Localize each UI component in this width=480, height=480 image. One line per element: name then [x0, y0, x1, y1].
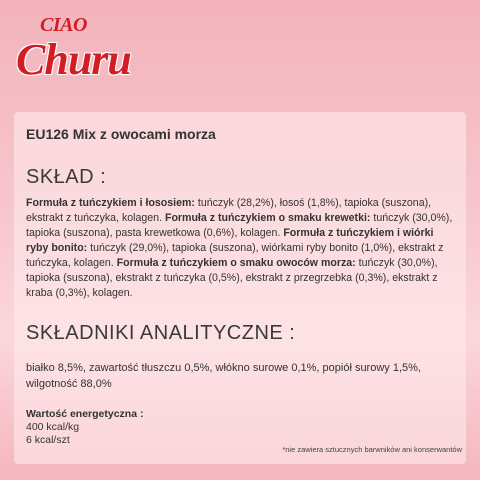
- energy-per-kg: 400 kcal/kg: [26, 421, 80, 433]
- analytical-heading: SKŁADNIKI ANALITYCZNE :: [26, 322, 296, 344]
- product-title: EU126 Mix z owocami morza: [26, 126, 216, 142]
- ciao-logo-text: CIAO: [40, 14, 87, 36]
- formula-2-text: tuńczyk (30,0%), tapioka (suszona), pasta krewetkowa (0,6%), kolagen.: [26, 212, 453, 239]
- energy-label: Wartość energetyczna :: [26, 408, 144, 420]
- analytical-text: białko 8,5%, zawartość tłuszczu 0,5%, włókno surowe 0,1%, popiół surowy 1,5%, wilgotność 88,0%: [26, 362, 421, 390]
- formula-3-text: tuńczyk (29,0%), tapioka (suszona), wiórkami ryby bonito (1,0%), ekstrakt z tuńczyka, kolagen.: [26, 242, 444, 269]
- brand-logo: [12, 14, 132, 90]
- formula-1-label: Formuła z tuńczykiem i łososiem:: [26, 197, 195, 209]
- formula-4-label: Formuła z tuńczykiem o smaku owoców morza:: [116, 257, 356, 269]
- formula-3-label: Formuła z tuńczykiem i wiórki ryby bonito:: [26, 227, 434, 254]
- composition-heading: SKŁAD :: [26, 166, 107, 188]
- energy-block: [26, 408, 226, 447]
- composition-text: [26, 196, 456, 301]
- energy-per-unit: 6 kcal/szt: [26, 434, 70, 446]
- formula-2-label: Formuła z tuńczykiem o smaku krewetki:: [164, 212, 371, 224]
- footnote: *nie zawiera sztucznych barwników ani konserwantów: [282, 445, 462, 454]
- churu-logo-text: Churu: [16, 35, 131, 84]
- formula-4-text: tuńczyk (30,0%), tapioka (suszona), ekstrakt z tuńczyka (0,5%), ekstrakt z przegrzebka (0,3%), ekstrakt z kraba (0,3%), kolagen.: [26, 257, 438, 299]
- formula-1-text: tuńczyk (28,2%), łosoś (1,8%), tapioka (suszona), ekstrakt z tuńczyka, kolagen.: [26, 197, 432, 224]
